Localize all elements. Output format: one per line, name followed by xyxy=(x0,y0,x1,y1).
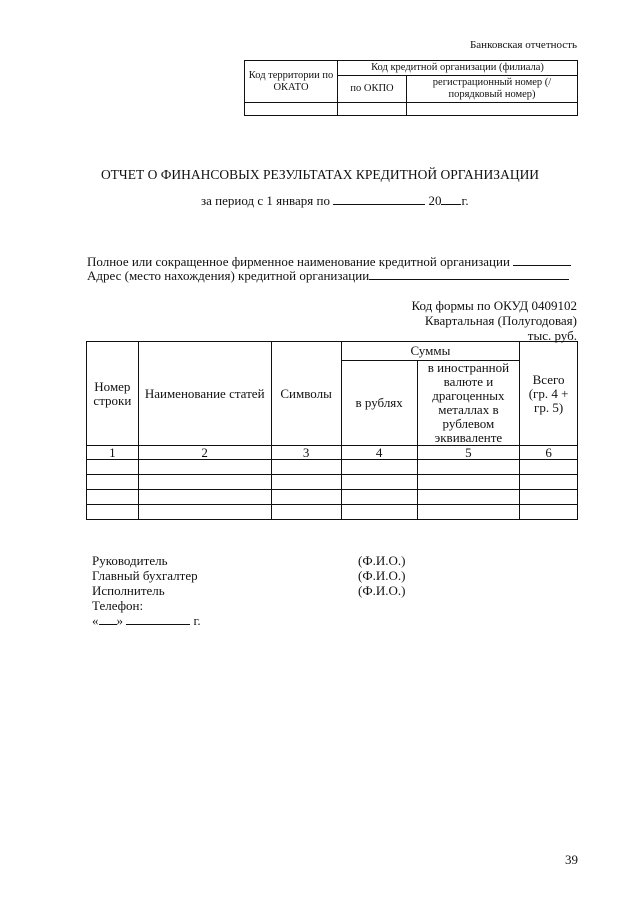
date-row xyxy=(92,613,201,629)
col-number-4: 4 xyxy=(341,446,417,460)
table-cell[interactable] xyxy=(341,460,417,475)
table-cell[interactable] xyxy=(341,490,417,505)
table-cell[interactable] xyxy=(138,490,271,505)
okpo-value-cell[interactable] xyxy=(338,103,407,116)
table-cell[interactable] xyxy=(417,490,519,505)
col-number-6: 6 xyxy=(520,446,578,460)
date-suffix: г. xyxy=(193,613,201,628)
date-day-field[interactable] xyxy=(99,613,117,625)
chief-accountant-fio: (Ф.И.О.) xyxy=(358,568,406,583)
report-type-label: Банковская отчетность xyxy=(469,39,577,51)
period-year-field[interactable] xyxy=(441,193,461,205)
okpo-header: по ОКПО xyxy=(338,76,407,103)
table-cell[interactable] xyxy=(87,460,139,475)
table-cell[interactable] xyxy=(271,505,341,520)
table-cell[interactable] xyxy=(138,460,271,475)
col-rubles-header: в рублях xyxy=(341,361,417,446)
table-cell[interactable] xyxy=(138,505,271,520)
okud-code: Код формы по ОКУД 0409102 xyxy=(411,298,577,313)
table-cell[interactable] xyxy=(341,505,417,520)
table-cell[interactable] xyxy=(271,460,341,475)
table-row xyxy=(87,490,578,505)
codes-table xyxy=(244,60,578,116)
col-number-3: 3 xyxy=(271,446,341,460)
col-number-2: 2 xyxy=(138,446,271,460)
table-cell[interactable] xyxy=(87,475,139,490)
col-symbols-header: Символы xyxy=(271,342,341,446)
reg-number-value-cell[interactable] xyxy=(407,103,578,116)
table-row xyxy=(87,460,578,475)
financial-results-table xyxy=(86,341,578,520)
table-cell[interactable] xyxy=(520,460,578,475)
col-number-1: 1 xyxy=(87,446,139,460)
table-cell[interactable] xyxy=(87,490,139,505)
table-cell[interactable] xyxy=(417,505,519,520)
table-cell[interactable] xyxy=(417,475,519,490)
org-name-field[interactable] xyxy=(513,254,571,266)
period-date-field[interactable] xyxy=(333,193,425,205)
table-cell[interactable] xyxy=(271,475,341,490)
org-address-field[interactable] xyxy=(369,268,569,280)
org-code-header: Код кредитной организации (филиала) xyxy=(338,61,578,76)
head-fio: (Ф.И.О.) xyxy=(358,553,406,568)
report-title: ОТЧЕТ О ФИНАНСОВЫХ РЕЗУЛЬТАТАХ КРЕДИТНОЙ ОРГАНИЗАЦИИ xyxy=(100,167,540,182)
table-cell[interactable] xyxy=(520,475,578,490)
head-label: Руководитель xyxy=(92,553,168,568)
period-prefix: за период с 1 января по xyxy=(201,193,330,208)
table-cell[interactable] xyxy=(87,505,139,520)
table-cell[interactable] xyxy=(417,460,519,475)
col-row-number-header: Номер строки xyxy=(87,342,139,446)
org-name-label: Полное или сокращенное фирменное наименование кредитной организации xyxy=(87,254,510,269)
date-close-quote: » xyxy=(116,613,123,628)
period-year-suffix: г. xyxy=(461,193,469,208)
org-address-row xyxy=(87,268,569,284)
period-year-prefix: 20 xyxy=(428,193,442,208)
table-row xyxy=(87,475,578,490)
date-month-field[interactable] xyxy=(126,613,190,625)
units-label: тыс. руб. xyxy=(527,328,577,343)
phone-label: Телефон: xyxy=(92,598,144,613)
chief-accountant-label: Главный бухгалтер xyxy=(92,568,198,583)
col-number-5: 5 xyxy=(417,446,519,460)
okato-value-cell[interactable] xyxy=(245,103,338,116)
page-number: 39 xyxy=(565,852,578,867)
table-cell[interactable] xyxy=(341,475,417,490)
table-row xyxy=(87,505,578,520)
sums-header: Суммы xyxy=(341,342,520,361)
reg-number-header: регистрационный номер (/порядковый номер) xyxy=(407,76,578,103)
date-open-quote: « xyxy=(92,613,99,628)
periodicity: Квартальная (Полугодовая) xyxy=(424,313,577,328)
report-period xyxy=(201,193,469,209)
table-cell[interactable] xyxy=(520,490,578,505)
col-total-header: Всего (гр. 4 + гр. 5) xyxy=(520,342,578,446)
col-foreign-header: в иностранной валюте и драгоценных металлах в рублевом эквиваленте xyxy=(417,361,519,446)
executor-fio: (Ф.И.О.) xyxy=(358,583,406,598)
okato-header: Код территории по ОКАТО xyxy=(245,61,338,103)
table-cell[interactable] xyxy=(271,490,341,505)
table-cell[interactable] xyxy=(138,475,271,490)
executor-label: Исполнитель xyxy=(92,583,165,598)
col-item-name-header: Наименование статей xyxy=(138,342,271,446)
org-address-label: Адрес (место нахождения) кредитной организации xyxy=(87,268,370,283)
table-cell[interactable] xyxy=(520,505,578,520)
